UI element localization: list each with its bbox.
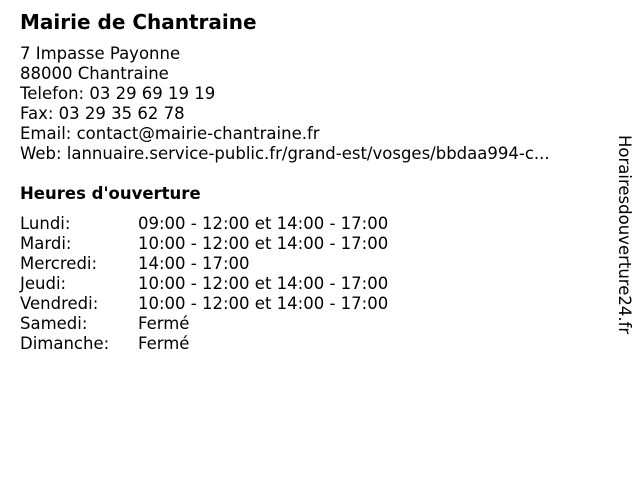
hours-time: 09:00 - 12:00 et 14:00 - 17:00 xyxy=(138,214,389,233)
brand-watermark: Horairesdouverture24.fr xyxy=(615,135,634,335)
hours-day: Mercredi: xyxy=(20,254,98,273)
hours-time: Fermé xyxy=(138,314,190,333)
address-block xyxy=(20,44,550,164)
hours-day: Vendredi: xyxy=(20,294,99,313)
hours-list xyxy=(20,214,388,354)
hours-day: Samedi: xyxy=(20,314,88,333)
postal-city: 88000 Chantraine xyxy=(20,64,169,83)
hours-row-dimanche xyxy=(20,334,388,354)
hours-time: 14:00 - 17:00 xyxy=(138,254,250,273)
hours-day: Lundi: xyxy=(20,214,71,233)
hours-row-mercredi xyxy=(20,254,388,274)
hours-time: Fermé xyxy=(138,334,190,353)
email-address[interactable]: Email: contact@mairie-chantraine.fr xyxy=(20,124,320,143)
hours-row-jeudi xyxy=(20,274,388,294)
phone-number[interactable]: Telefon: 03 29 69 19 19 xyxy=(20,84,216,103)
hours-time: 10:00 - 12:00 et 14:00 - 17:00 xyxy=(138,274,389,293)
hours-day: Mardi: xyxy=(20,234,72,253)
hours-time: 10:00 - 12:00 et 14:00 - 17:00 xyxy=(138,294,389,313)
hours-heading: Heures d'ouverture xyxy=(20,184,201,203)
hours-row-vendredi xyxy=(20,294,388,314)
website-link[interactable]: Web: lannuaire.service-public.fr/grand-est/vosges/bbdaa994-c... xyxy=(20,144,550,163)
hours-row-samedi xyxy=(20,314,388,334)
hours-day: Dimanche: xyxy=(20,334,110,353)
hours-row-mardi xyxy=(20,234,388,254)
hours-time: 10:00 - 12:00 et 14:00 - 17:00 xyxy=(138,234,389,253)
hours-row-lundi xyxy=(20,214,388,234)
page-title: Mairie de Chantraine xyxy=(20,10,257,34)
fax-number: Fax: 03 29 35 62 78 xyxy=(20,104,185,123)
hours-day: Jeudi: xyxy=(20,274,67,293)
street-address: 7 Impasse Payonne xyxy=(20,44,181,63)
